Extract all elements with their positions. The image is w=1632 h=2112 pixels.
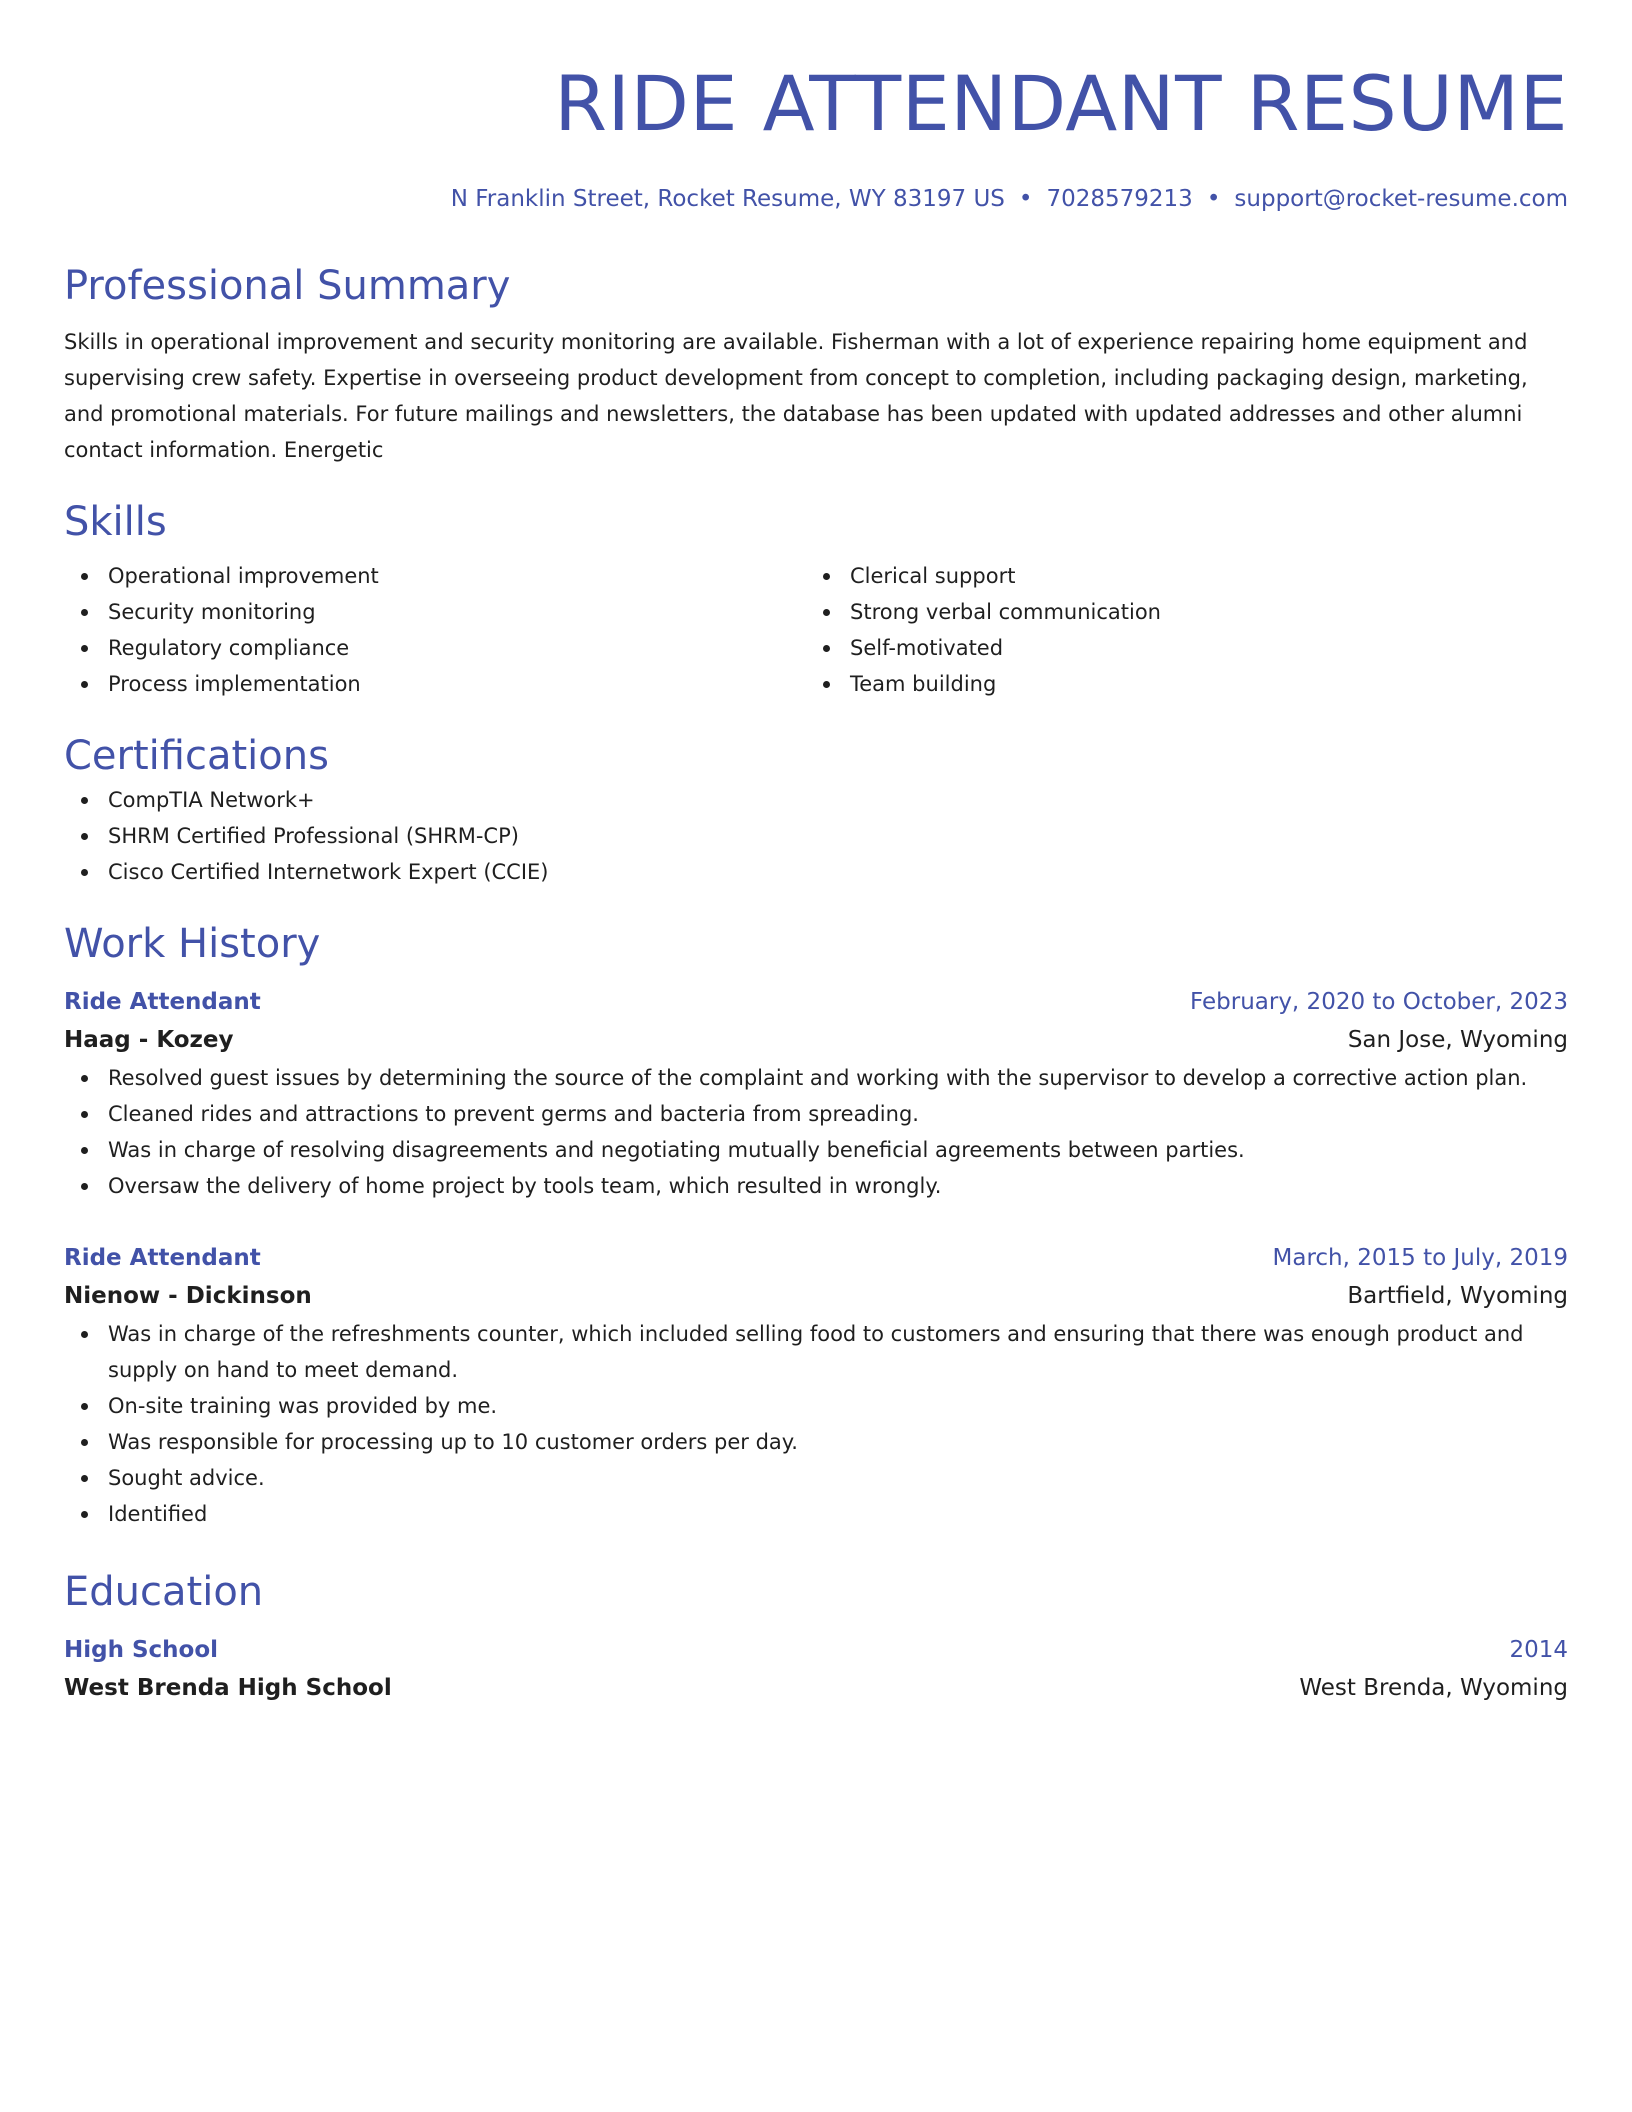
job-bullets	[64, 1060, 1568, 1204]
education-school-row	[64, 1668, 1568, 1708]
job-dates: February, 2020 to October, 2023	[1190, 989, 1568, 1015]
certifications-list	[64, 782, 1568, 890]
job-header-row	[64, 984, 1568, 1020]
job-entry	[64, 1240, 1568, 1532]
education-school: West Brenda High School	[64, 1675, 392, 1701]
skill-item: Team building	[806, 666, 1548, 702]
education-year: 2014	[1509, 1637, 1568, 1663]
skill-item: Operational improvement	[64, 558, 806, 594]
certifications-heading: Certifications	[64, 733, 329, 779]
contact-phone: 7028579213	[1046, 186, 1193, 212]
job-bullet: Resolved guest issues by determining the source of the complaint and working with the supervisor to develop a corrective action plan.	[64, 1060, 1568, 1096]
certification-item: Cisco Certified Internetwork Expert (CCIE)	[64, 854, 1568, 890]
job-location: Bartfield, Wyoming	[1347, 1283, 1568, 1309]
job-bullet: Sought advice.	[64, 1460, 1568, 1496]
skill-item: Clerical support	[806, 558, 1548, 594]
education-location: West Brenda, Wyoming	[1299, 1675, 1568, 1701]
job-bullets	[64, 1316, 1568, 1532]
job-company: Nienow - Dickinson	[64, 1283, 312, 1309]
job-bullet: Cleaned rides and attractions to prevent germs and bacteria from spreading.	[64, 1096, 1568, 1132]
skill-item: Regulatory compliance	[64, 630, 806, 666]
skills-grid	[64, 558, 1568, 702]
education-header-row	[64, 1632, 1568, 1668]
skill-item: Self-motivated	[806, 630, 1548, 666]
skill-item: Security monitoring	[64, 594, 806, 630]
summary-heading: Professional Summary	[64, 263, 511, 309]
skills-column-right	[806, 558, 1548, 702]
job-bullet: Was in charge of resolving disagreements and negotiating mutually beneficial agreements between parties.	[64, 1132, 1568, 1168]
contact-separator: •	[1018, 186, 1033, 212]
job-title: Ride Attendant	[64, 1245, 261, 1271]
resume-title: RIDE ATTENDANT RESUME	[554, 59, 1568, 148]
job-bullet: On-site training was provided by me.	[64, 1388, 1568, 1424]
skills-column-left	[64, 558, 806, 702]
contact-email: support@rocket-resume.com	[1234, 186, 1568, 212]
certification-item: CompTIA Network+	[64, 782, 1568, 818]
job-company: Haag - Kozey	[64, 1027, 234, 1053]
skill-item: Process implementation	[64, 666, 806, 702]
job-title: Ride Attendant	[64, 989, 261, 1015]
work-history-heading: Work History	[64, 921, 321, 967]
job-location: San Jose, Wyoming	[1347, 1027, 1568, 1053]
resume-page	[64, 0, 1568, 1708]
job-dates: March, 2015 to July, 2019	[1272, 1245, 1568, 1271]
skill-item: Strong verbal communication	[806, 594, 1548, 630]
certification-item: SHRM Certified Professional (SHRM-CP)	[64, 818, 1568, 854]
education-heading: Education	[64, 1569, 264, 1615]
job-entry	[64, 984, 1568, 1204]
job-bullet: Identified	[64, 1496, 1568, 1532]
contact-separator: •	[1206, 186, 1221, 212]
job-header-row	[64, 1240, 1568, 1276]
job-bullet: Was responsible for processing up to 10 customer orders per day.	[64, 1424, 1568, 1460]
contact-line	[64, 182, 1568, 216]
job-bullet: Was in charge of the refreshments counter, which included selling food to customers and ensuring that there was enough product and supply on hand to meet demand.	[64, 1316, 1568, 1388]
job-company-row	[64, 1020, 1568, 1060]
job-bullet: Oversaw the delivery of home project by tools team, which resulted in wrongly.	[64, 1168, 1568, 1204]
summary-text: Skills in operational improvement and security monitoring are available. Fisherman with a lot of experience repairing home equipment and supervising crew safety. Expertise in overseeing product development from concept to completion, including packaging design, marketing, and promotional materials. For future mailings and newsletters, the database has been updated with updated addresses and other alumni contact information. Energetic	[64, 330, 1528, 462]
contact-address: N Franklin Street, Rocket Resume, WY 83197 US	[450, 186, 1005, 212]
education-entry	[64, 1632, 1568, 1708]
skills-heading: Skills	[64, 499, 167, 545]
job-company-row	[64, 1276, 1568, 1316]
education-degree: High School	[64, 1637, 219, 1663]
